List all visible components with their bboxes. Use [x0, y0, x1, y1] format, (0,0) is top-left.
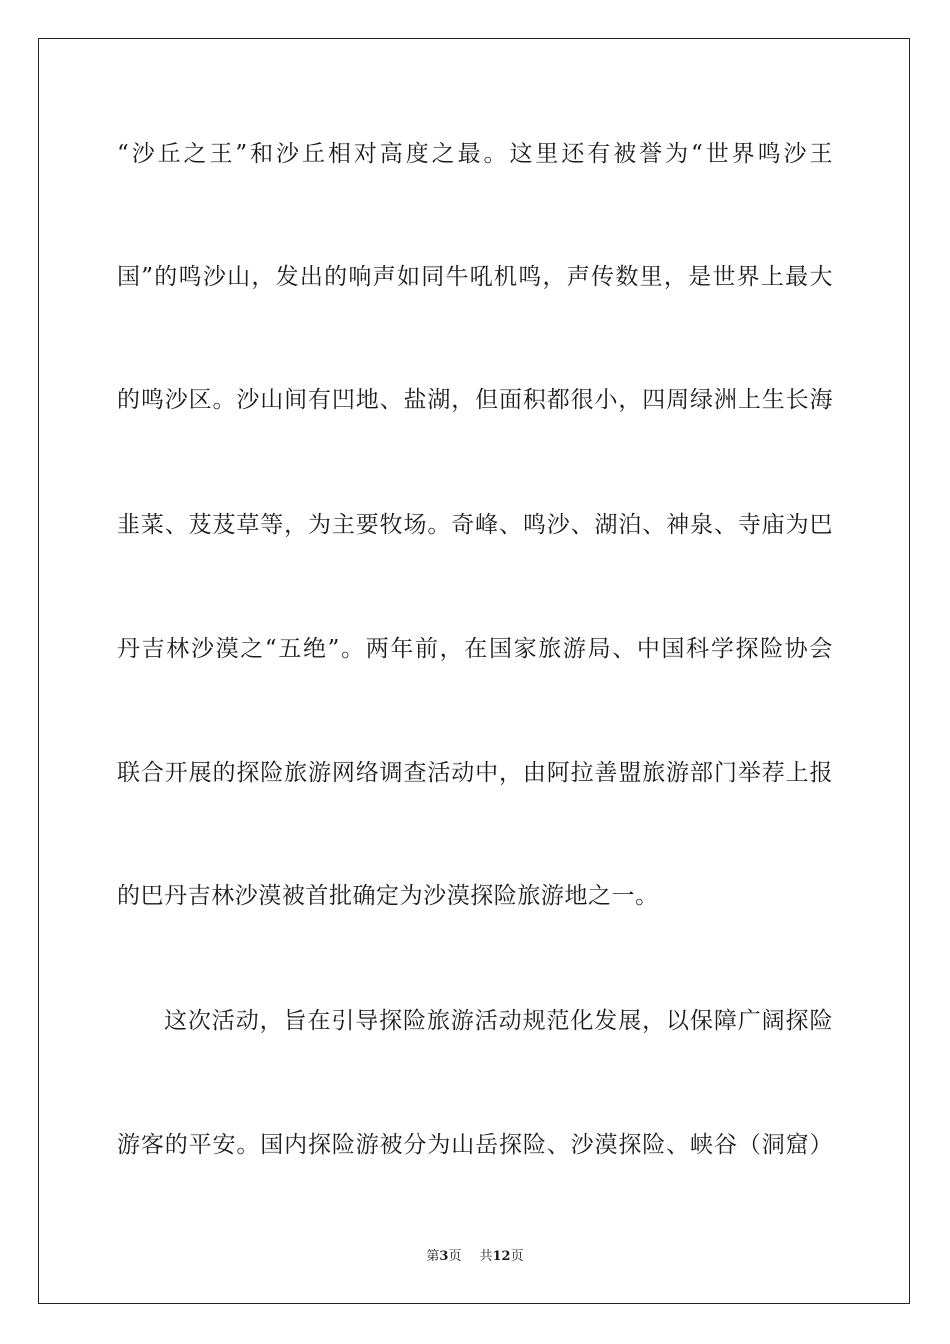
page-total-unit: 页	[510, 1249, 524, 1264]
text-line-7: 的巴丹吉林沙漠被首批确定为沙漠探险旅游地之一。	[117, 883, 659, 909]
page-border	[38, 38, 910, 1304]
text-line-4: 韭菜、芨芨草等，为主要牧场。奇峰、鸣沙、湖泊、神泉、寺庙为巴	[117, 512, 833, 538]
page-total-count: 12	[492, 1249, 511, 1264]
page-number-prefix: 第	[426, 1249, 440, 1264]
page-total-prefix: 共	[479, 1249, 493, 1264]
text-line-1: “沙丘之王”和沙丘相对高度之最。这里还有被誉为“世界鸣沙王	[117, 141, 833, 167]
text-line-5: 丹吉林沙漠之“五绝”。两年前，在国家旅游局、中国科学探险协会	[117, 636, 833, 662]
page-footer	[0, 1248, 950, 1266]
page-number-unit: 页	[448, 1249, 462, 1264]
text-line-8-paragraph-start: 这次活动，旨在引导探险旅游活动规范化发展，以保障广阔探险	[164, 1008, 833, 1034]
text-line-3: 的鸣沙区。沙山间有凹地、盐湖，但面积都很小，四周绿洲上生长海	[117, 387, 833, 413]
page-number-current: 3	[439, 1249, 449, 1264]
text-line-9: 游客的平安。国内探险游被分为山岳探险、沙漠探险、峡谷（洞窟）	[117, 1132, 833, 1158]
text-line-2: 国”的鸣沙山，发出的响声如同牛吼机鸣，声传数里，是世界上最大	[117, 264, 833, 290]
text-line-6: 联合开展的探险旅游网络调查活动中，由阿拉善盟旅游部门举荐上报	[117, 760, 833, 786]
